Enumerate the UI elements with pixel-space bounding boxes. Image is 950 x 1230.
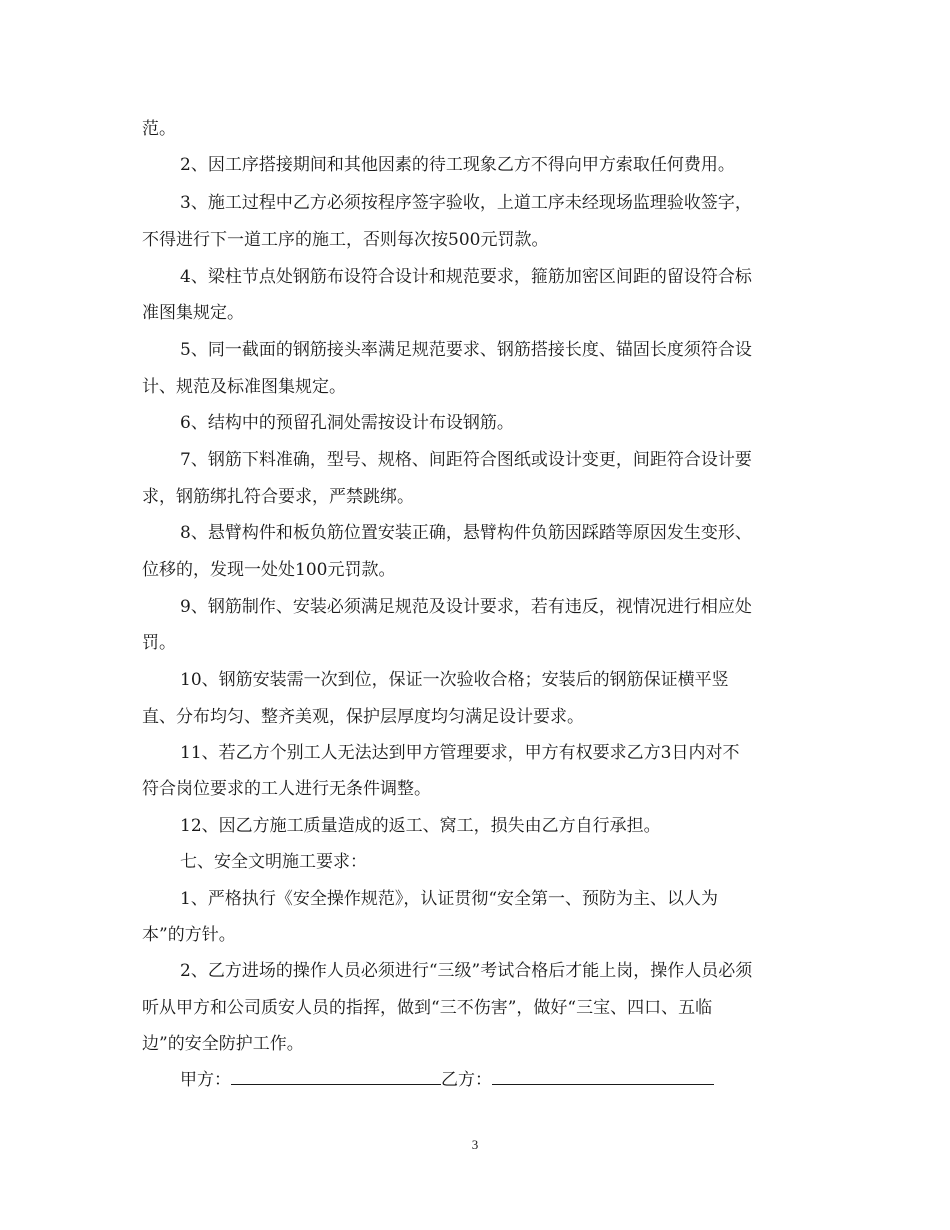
text-line: 7、钢筋下料准确，型号、规格、间距符合图纸或设计变更，间距符合设计要 (180, 450, 752, 470)
text-line: 10、钢筋安装需一次到位，保证一次验收合格；安装后的钢筋保证横平竖 (180, 670, 729, 690)
party-b-label: 乙方： (441, 1070, 492, 1090)
text-line: 8、悬臂构件和板负筋位置安装正确，悬臂构件负筋因踩踏等原因发生变形、 (180, 523, 752, 543)
text-line: 本”的方针。 (142, 925, 236, 945)
text-line: 12、因乙方施工质量造成的返工、窝工，损失由乙方自行承担。 (180, 816, 661, 836)
text-line: 9、钢筋制作、安装必须满足规范及设计要求，若有违反，视情况进行相应处 (180, 597, 752, 617)
party-a-signature-line (231, 1066, 441, 1085)
text-line: 求，钢筋绑扎符合要求，严禁跳绑。 (142, 487, 414, 507)
section-heading: 七、安全文明施工要求： (180, 852, 367, 872)
text-line: 1、严格执行《安全操作规范》，认证贯彻“安全第一、预防为主、以人为 (180, 889, 719, 909)
text-line: 不得进行下一道工序的施工，否则每次按500元罚款。 (142, 230, 549, 250)
text-line: 符合岗位要求的工人进行无条件调整。 (142, 779, 431, 799)
page-number: 3 (471, 1137, 479, 1152)
text-line: 听从甲方和公司质安人员的指挥，做到“三不伤害”，做好“三宝、四口、五临 (142, 998, 713, 1018)
signature-row (180, 1066, 714, 1092)
text-line: 直、分布均匀、整齐美观，保护层厚度均匀满足设计要求。 (142, 707, 584, 727)
text-line: 11、若乙方个别工人无法达到甲方管理要求，甲方有权要求乙方3日内对不 (180, 743, 740, 763)
text-line: 位移的，发现一处处100元罚款。 (142, 560, 396, 580)
text-line: 2、因工序搭接期间和其他因素的待工现象乙方不得向甲方索取任何费用。 (180, 155, 735, 175)
text-line: 边”的安全防护工作。 (142, 1034, 304, 1054)
text-line: 计、规范及标准图集规定。 (142, 377, 346, 397)
text-line: 6、结构中的预留孔洞处需按设计布设钢筋。 (180, 413, 514, 433)
text-line: 5、同一截面的钢筋接头率满足规范要求、钢筋搭接长度、锚固长度须符合设 (180, 340, 752, 360)
text-line: 准图集规定。 (142, 303, 244, 323)
party-a-label: 甲方： (180, 1070, 231, 1090)
text-line: 4、梁柱节点处钢筋布设符合设计和规范要求，箍筋加密区间距的留设符合标 (180, 267, 752, 287)
text-line: 范。 (142, 119, 176, 139)
text-line: 罚。 (142, 633, 176, 653)
text-line: 2、乙方进场的操作人员必须进行“三级”考试合格后才能上岗，操作人员必须 (180, 961, 753, 981)
text-line: 3、施工过程中乙方必须按程序签字验收，上道工序未经现场监理验收签字， (180, 193, 752, 213)
party-b-signature-line (492, 1066, 714, 1085)
